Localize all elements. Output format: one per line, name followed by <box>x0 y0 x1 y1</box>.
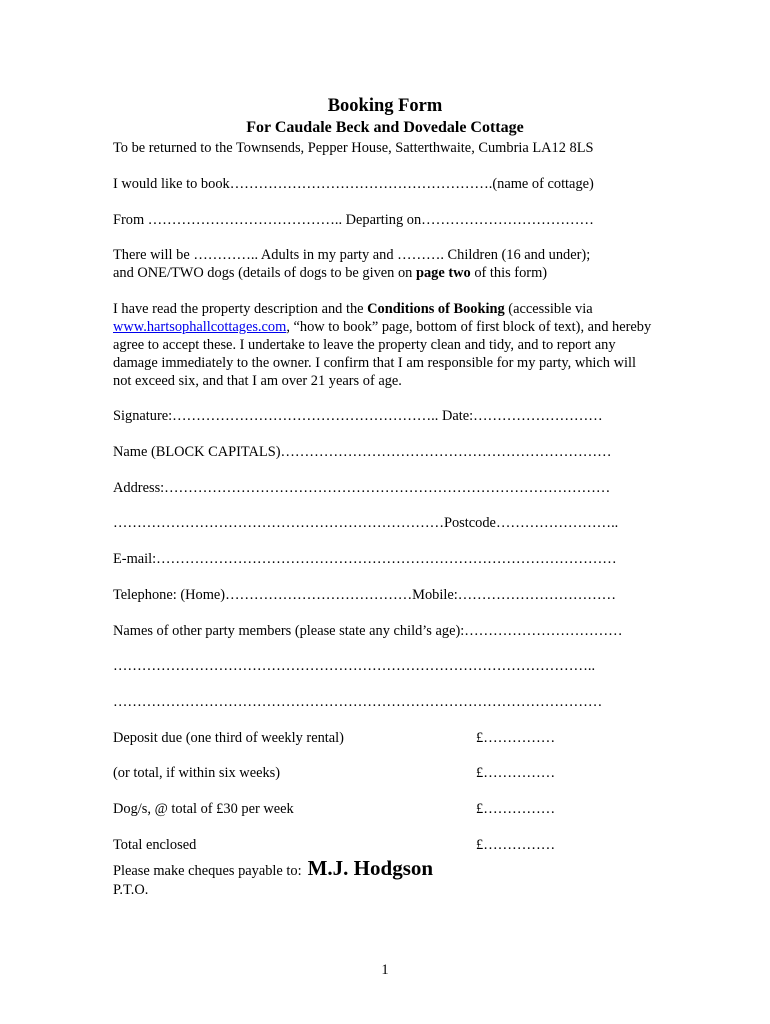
total-enclosed-label: Total enclosed <box>113 837 197 853</box>
address-field: Address:………………………………………………………………………………… <box>113 480 611 496</box>
party-size-field: There will be ………….. Adults in my party and ………. Children (16 and under); <box>113 247 591 263</box>
conditions-text: I have read the property description and the <box>113 301 368 317</box>
dogs-text: and ONE/TWO dogs (details of dogs to be given on <box>113 265 416 281</box>
conditions-of-booking: Conditions of Booking <box>367 301 505 317</box>
name-field: Name (BLOCK CAPITALS)…………………………………………………………… <box>113 444 612 460</box>
conditions-paragraph <box>113 300 653 390</box>
dogs-fee-label: Dog/s, @ total of £30 per week <box>113 801 294 817</box>
dogs-fee-amount: £…………… <box>476 801 556 817</box>
cheques-line <box>113 856 433 883</box>
party-members-blank-1: ……………………………………………………………………………………….. <box>113 658 596 674</box>
total-within-six-weeks-amount: £…………… <box>476 765 556 781</box>
page-title: Booking Form <box>327 96 443 116</box>
page-two-emphasis: page two <box>415 265 471 281</box>
total-enclosed-amount: £…………… <box>476 837 556 853</box>
page-number: 1 <box>381 962 389 978</box>
dates-field: From ………………………………….. Departing on……………………………… <box>113 212 594 228</box>
dogs-text-end: of this form) <box>470 265 548 281</box>
dogs-line <box>113 264 547 282</box>
telephone-field: Telephone: (Home)…………………………………Mobile:…………………………… <box>113 587 617 603</box>
party-members-field: Names of other party members (please state any child’s age):…………………………… <box>113 623 623 639</box>
deposit-amount: £…………… <box>476 730 556 746</box>
conditions-text-3: , “how to book” page, bottom of first block of text), and hereby agree to accept these. I undertake to leave the property clean and tidy, and to report any damage immediately to the owner. I confirm that I am responsible for my party, which will not exceed six, and that I am over 21 years of age. <box>113 319 652 389</box>
deposit-label: Deposit due (one third of weekly rental) <box>113 730 344 746</box>
postcode-field: ……………………………………………………………Postcode…………………….. <box>113 515 619 531</box>
payee-name: M.J. Hodgson <box>307 856 434 880</box>
signature-field: Signature:……………………………………………….. Date:……………………… <box>113 408 603 424</box>
pto: P.T.O. <box>113 882 149 898</box>
cheques-label: Please make cheques payable to: <box>113 863 302 879</box>
conditions-text-2: (accessible via <box>504 301 593 317</box>
website-link[interactable]: www.hartsophallcottages.com <box>113 319 287 335</box>
total-within-six-weeks-label: (or total, if within six weeks) <box>113 765 281 781</box>
party-members-blank-2: ………………………………………………………………………………………… <box>113 694 603 710</box>
cottage-name-field: I would like to book……………………………………………….(name of cottage) <box>113 176 594 192</box>
email-field: E-mail:…………………………………………………………………………………… <box>113 551 617 567</box>
form-subtitle: For Caudale Beck and Dovedale Cottage <box>246 119 524 136</box>
return-address: To be returned to the Townsends, Pepper House, Satterthwaite, Cumbria LA12 8LS <box>113 140 594 156</box>
